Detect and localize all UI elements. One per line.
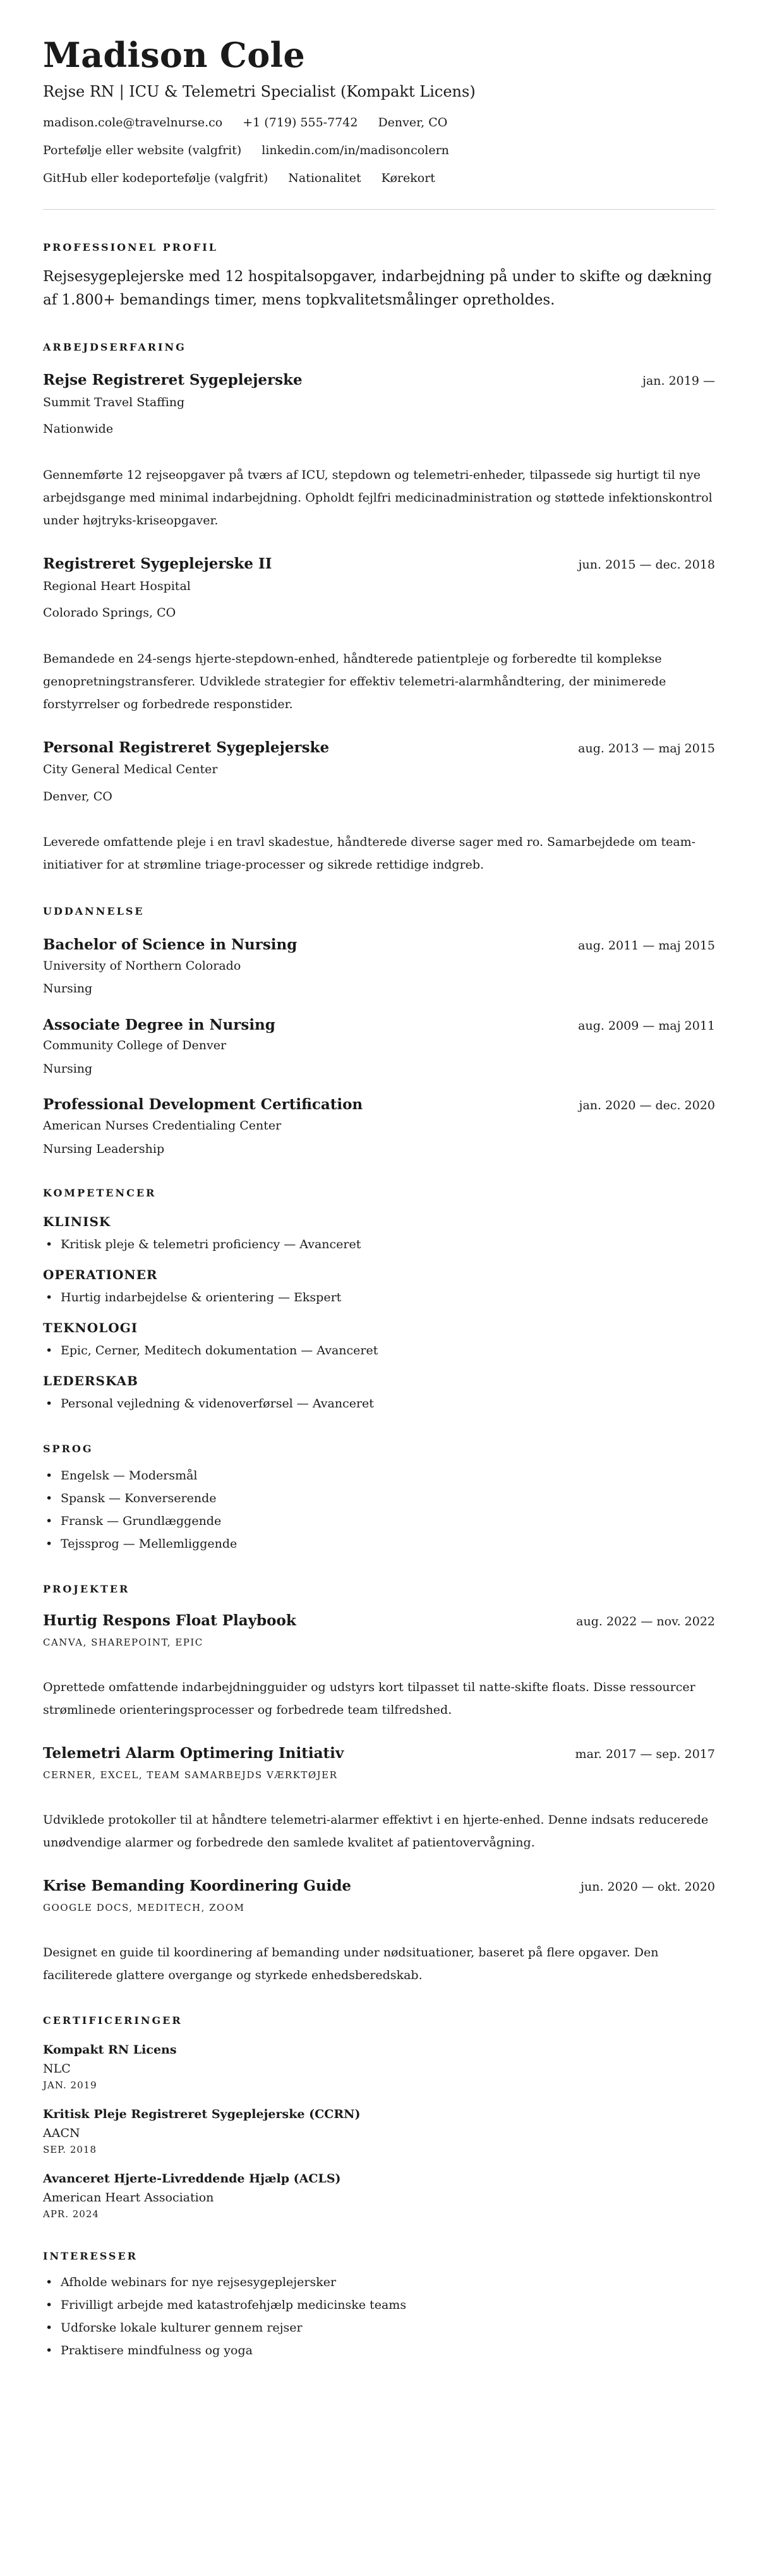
- languages-heading: SPROG: [43, 1443, 93, 1455]
- certification-item: [43, 2043, 715, 2091]
- job-date: aug. 2013 — maj 2015: [578, 741, 715, 755]
- contact-license: Kørekort: [381, 171, 435, 186]
- project-tech: CERNER, EXCEL, TEAM SAMARBEJDS VÆRKTØJER: [43, 1769, 338, 1781]
- education-item: [43, 936, 715, 998]
- project-description: Designet en guide til koordinering af bemanding under nødsituationer, baseret på flere opgaver. Den faciliterede glattere overgange og styrkede enhedsberedskab.: [43, 1945, 659, 1982]
- language-item: • Fransk — Grundlæggende: [43, 1510, 715, 1532]
- degree-field: Nursing: [43, 1061, 93, 1076]
- skill-item: • Hurtig indarbejdelse & orientering — Ekspert: [43, 1286, 715, 1309]
- certification-item: [43, 2172, 715, 2220]
- interest-item: • Udforske lokale kulturer gennem rejser: [43, 2316, 715, 2339]
- skill-group: [43, 1320, 715, 1362]
- project-item: [43, 1744, 715, 1854]
- education-item: [43, 1095, 715, 1158]
- job-company: City General Medical Center: [43, 762, 218, 777]
- certification-item: [43, 2107, 715, 2155]
- degree-title: Bachelor of Science in Nursing: [43, 936, 298, 953]
- project-date: mar. 2017 — sep. 2017: [575, 1747, 715, 1761]
- project-title: Hurtig Respons Float Playbook: [43, 1611, 296, 1629]
- experience-section: [43, 341, 715, 877]
- skill-group: [43, 1267, 715, 1309]
- school-name: Community College of Denver: [43, 1038, 227, 1053]
- skills-heading: KOMPETENCER: [43, 1187, 157, 1200]
- skill-group-title: OPERATIONER: [43, 1267, 158, 1283]
- project-title: Telemetri Alarm Optimering Initiativ: [43, 1744, 344, 1762]
- certification-date: JAN. 2019: [43, 2079, 97, 2091]
- degree-field: Nursing: [43, 982, 93, 996]
- skill-group: [43, 1373, 715, 1415]
- candidate-name: Madison Cole: [43, 35, 305, 75]
- interests-heading: INTERESSER: [43, 2249, 138, 2262]
- contact-row-3: [43, 171, 715, 185]
- skill-group: [43, 1214, 715, 1256]
- job-location: Nationwide: [43, 422, 114, 436]
- projects-section: [43, 1583, 715, 1987]
- contact-phone: +1 (719) 555-7742: [243, 116, 358, 130]
- job-location: Colorado Springs, CO: [43, 606, 176, 620]
- skill-group-title: KLINISK: [43, 1214, 111, 1230]
- resume-header: [43, 37, 715, 185]
- experience-item: [43, 738, 715, 877]
- contact-location: Denver, CO: [378, 116, 448, 130]
- contact-nationality: Nationalitet: [288, 171, 361, 186]
- project-title: Krise Bemanding Koordinering Guide: [43, 1877, 352, 1894]
- certification-date: APR. 2024: [43, 2208, 99, 2220]
- job-title: Registreret Sygeplejerske II: [43, 555, 272, 572]
- job-company: Regional Heart Hospital: [43, 579, 191, 593]
- education-section: [43, 905, 715, 1158]
- job-description: Bemandede en 24-sengs hjerte-stepdown-enhed, håndterede patientpleje og forberedte til komplekse genopretningstransferer. Udviklede strategier for effektiv telemetri-alarmhåndtering, der minimerede forstyrrelser og forbedrede responstider.: [43, 651, 666, 711]
- project-tech: GOOGLE DOCS, MEDITECH, ZOOM: [43, 1901, 245, 1913]
- degree-date: aug. 2011 — maj 2015: [578, 938, 715, 953]
- job-date: jun. 2015 — dec. 2018: [578, 557, 715, 572]
- job-location: Denver, CO: [43, 789, 112, 803]
- project-date: aug. 2022 — nov. 2022: [576, 1614, 715, 1628]
- contact-row-1: [43, 116, 715, 129]
- contact-github[interactable]: GitHub eller kodeportefølje (valgfrit): [43, 171, 268, 186]
- contact-email[interactable]: madison.cole@travelnurse.co: [43, 116, 223, 130]
- job-description: Leverede omfattende pleje i en travl skadestue, håndterede diverse sager med ro. Samarbejdede om team-initiativer for at strømline triage-processer og sikrede rettidige indgreb.: [43, 835, 696, 872]
- header-divider: [43, 209, 715, 210]
- skill-item: • Kritisk pleje & telemetri proficiency — Avanceret: [43, 1233, 715, 1256]
- certifications-heading: CERTIFICERINGER: [43, 2014, 183, 2026]
- degree-title: Associate Degree in Nursing: [43, 1016, 275, 1033]
- certification-name: Kritisk Pleje Registreret Sygeplejerske (CCRN): [43, 2107, 361, 2121]
- certification-issuer: NLC: [43, 2061, 71, 2076]
- skill-item: • Epic, Cerner, Meditech dokumentation — Avanceret: [43, 1339, 715, 1362]
- job-date: jan. 2019 —: [642, 373, 715, 388]
- project-description: Udviklede protokoller til at håndtere telemetri-alarmer effektivt i en hjerte-enhed. Denne indsats reducerede unødvendige alarmer og forbedrede den samlede kvalitet af patientovervågning.: [43, 1812, 709, 1850]
- contact-row-2: [43, 143, 715, 157]
- degree-field: Nursing Leadership: [43, 1141, 165, 1156]
- contact-portfolio[interactable]: Portefølje eller website (valgfrit): [43, 143, 242, 158]
- interests-section: [43, 2250, 715, 2362]
- job-company: Summit Travel Staffing: [43, 395, 185, 409]
- certification-date: SEP. 2018: [43, 2143, 97, 2155]
- degree-date: jan. 2020 — dec. 2020: [579, 1098, 715, 1113]
- certification-issuer: American Heart Association: [43, 2190, 214, 2205]
- project-tech: CANVA, SHAREPOINT, EPIC: [43, 1636, 203, 1648]
- certification-name: Avanceret Hjerte-Livreddende Hjælp (ACLS): [43, 2171, 341, 2186]
- project-item: [43, 1877, 715, 1987]
- skill-item: • Personal vejledning & videnoverførsel — Avanceret: [43, 1392, 715, 1415]
- education-heading: UDDANNELSE: [43, 905, 145, 918]
- language-item: • Spansk — Konverserende: [43, 1487, 715, 1510]
- job-title: Rejse Registreret Sygeplejerske: [43, 371, 303, 388]
- job-title: Personal Registreret Sygeplejerske: [43, 738, 330, 756]
- school-name: University of Northern Colorado: [43, 958, 241, 973]
- job-description: Gennemførte 12 rejseopgaver på tværs af ICU, stepdown og telemetri-enheder, tilpassede sig hurtigt til nye arbejdsgange med minimal indarbejdning. Opholdt fejlfri medicinadministration og støttede infektionskontrol under højtryks-kriseopgaver.: [43, 467, 713, 527]
- skills-section: [43, 1187, 715, 1415]
- language-item: • Engelsk — Modersmål: [43, 1464, 715, 1487]
- experience-item: [43, 371, 715, 532]
- skill-group-title: TEKNOLOGI: [43, 1320, 138, 1336]
- degree-title: Professional Development Certification: [43, 1096, 363, 1114]
- profile-heading: PROFESSIONEL PROFIL: [43, 241, 218, 254]
- education-item: [43, 1016, 715, 1078]
- project-date: jun. 2020 — okt. 2020: [581, 1879, 715, 1894]
- languages-section: [43, 1443, 715, 1555]
- experience-heading: ARBEJDSERFARING: [43, 340, 186, 353]
- school-name: American Nurses Credentialing Center: [43, 1119, 282, 1133]
- projects-heading: PROJEKTER: [43, 1582, 130, 1595]
- certification-name: Kompakt RN Licens: [43, 2042, 177, 2057]
- certifications-section: [43, 2014, 715, 2220]
- candidate-headline: Rejse RN | ICU & Telemetri Specialist (Kompakt Licens): [43, 83, 476, 101]
- skill-group-title: LEDERSKAB: [43, 1373, 138, 1389]
- interest-item: • Afholde webinars for nye rejsesygeplejersker: [43, 2271, 715, 2294]
- interest-item: • Frivilligt arbejde med katastrofehjælp medicinske teams: [43, 2294, 715, 2316]
- certification-issuer: AACN: [43, 2126, 80, 2140]
- experience-item: [43, 555, 715, 716]
- degree-date: aug. 2009 — maj 2011: [578, 1018, 715, 1033]
- interest-item: • Praktisere mindfulness og yoga: [43, 2339, 715, 2362]
- project-item: [43, 1611, 715, 1721]
- language-item: • Tejssprog — Mellemliggende: [43, 1532, 715, 1555]
- project-description: Oprettede omfattende indarbejdningguider og udstyrs kort tilpasset til natte-skifte floats. Disse ressourcer strømlinede orienteringsprocesser og forbedrede team tilfredshed.: [43, 1680, 695, 1717]
- contact-linkedin[interactable]: linkedin.com/in/madisoncolern: [262, 143, 449, 158]
- profile-section: [43, 241, 715, 311]
- profile-summary: Rejsesygeplejerske med 12 hospitalsopgaver, indarbejdning på under to skifte og dækning af 1.800+ bemandings timer, mens topkvalitetsmålinger opretholdes.: [43, 268, 712, 308]
